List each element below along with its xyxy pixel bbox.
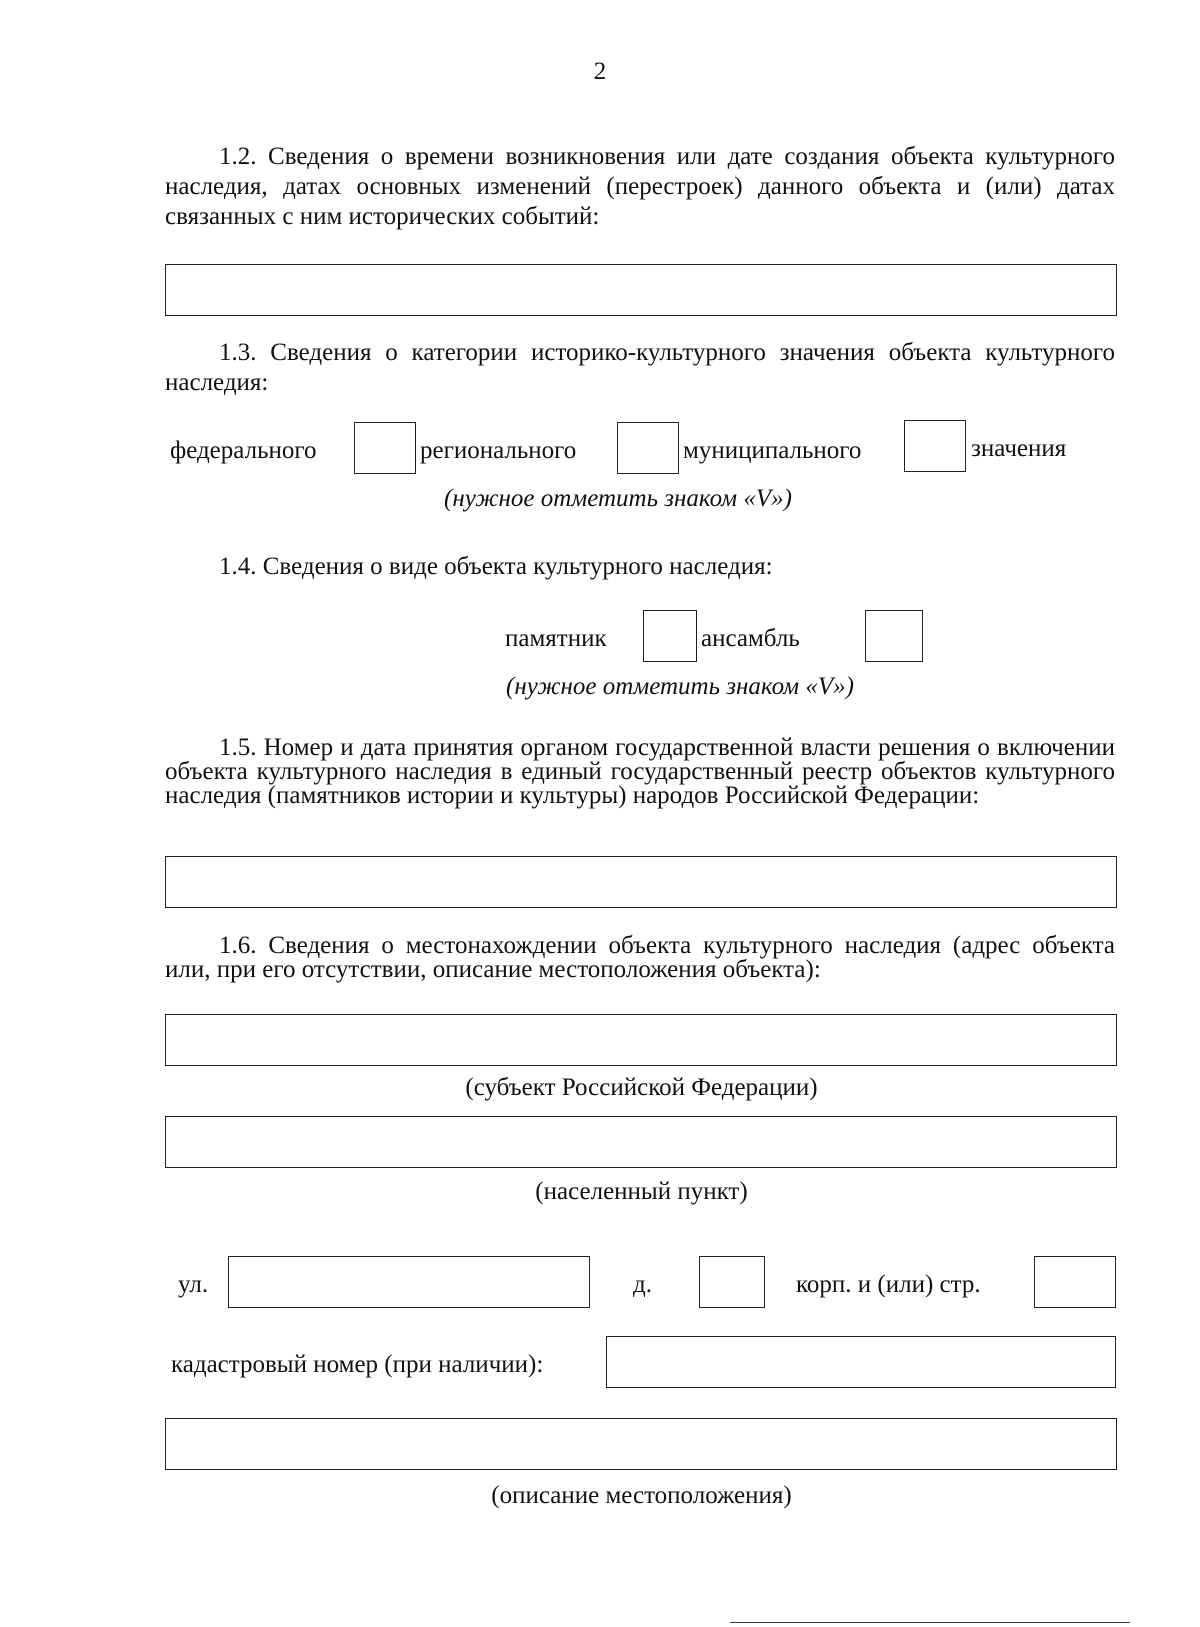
option-monument-label: памятник xyxy=(505,625,607,652)
type-note: (нужное отметить знаком «V») xyxy=(506,673,854,700)
subject-label: (субъект Российской Федерации) xyxy=(465,1074,818,1101)
option-federal-label: федерального xyxy=(170,437,317,464)
page-bottom-rule xyxy=(730,1622,1130,1623)
subject-field[interactable] xyxy=(165,1014,1117,1066)
house-label: д. xyxy=(633,1271,652,1298)
section-1-2-text: 1.2. Сведения о времени возникновения или дате создания объекта культурного наследия, датах основных изменений (перестроек) данного объекта и (или) датах связанных с ним исторических событий: xyxy=(165,143,1115,230)
option-municipal-label: муниципального xyxy=(683,437,862,464)
description-field[interactable] xyxy=(165,1418,1117,1470)
building-label: корп. и (или) стр. xyxy=(796,1271,981,1298)
locality-field[interactable] xyxy=(165,1116,1117,1168)
ensemble-checkbox[interactable] xyxy=(865,610,923,662)
section-1-3-text: 1.3. Сведения о категории историко-культурного значения объекта культурного наследия: xyxy=(165,339,1115,396)
description-label: (описание местоположения) xyxy=(491,1482,792,1509)
locality-label: (населенный пункт) xyxy=(535,1178,748,1205)
section-1-6-text: 1.6. Сведения о местонахождении объекта культурного наследия (адрес объекта или, при его отсутствии, описание местоположения объекта): xyxy=(165,932,1115,983)
category-note: (нужное отметить знаком «V») xyxy=(444,485,792,512)
page-number: 2 xyxy=(593,58,607,85)
cadastral-label: кадастровый номер (при наличии): xyxy=(171,1351,544,1378)
section-1-5-text: 1.5. Номер и дата принятия органом государственной власти решения о включении объекта культурного наследия в единый государственный реестр объектов культурного наследия (памятников истории и культуры) народов Российской Федерации: xyxy=(165,734,1115,809)
house-field[interactable] xyxy=(699,1256,765,1308)
federal-checkbox[interactable] xyxy=(354,422,416,474)
street-field[interactable] xyxy=(228,1256,590,1308)
regional-checkbox[interactable] xyxy=(617,422,679,474)
cadastral-field[interactable] xyxy=(606,1336,1116,1388)
option-significance-label: значения xyxy=(971,435,1067,462)
registry-decision-field[interactable] xyxy=(165,856,1117,908)
option-regional-label: регионального xyxy=(420,437,577,464)
street-label: ул. xyxy=(178,1271,209,1298)
section-1-4-text: 1.4. Сведения о виде объекта культурного наследия: xyxy=(219,553,773,580)
municipal-checkbox[interactable] xyxy=(904,420,966,472)
building-field[interactable] xyxy=(1034,1256,1116,1308)
option-ensemble-label: ансамбль xyxy=(701,625,800,652)
monument-checkbox[interactable] xyxy=(643,610,697,662)
creation-date-field[interactable] xyxy=(165,264,1117,316)
